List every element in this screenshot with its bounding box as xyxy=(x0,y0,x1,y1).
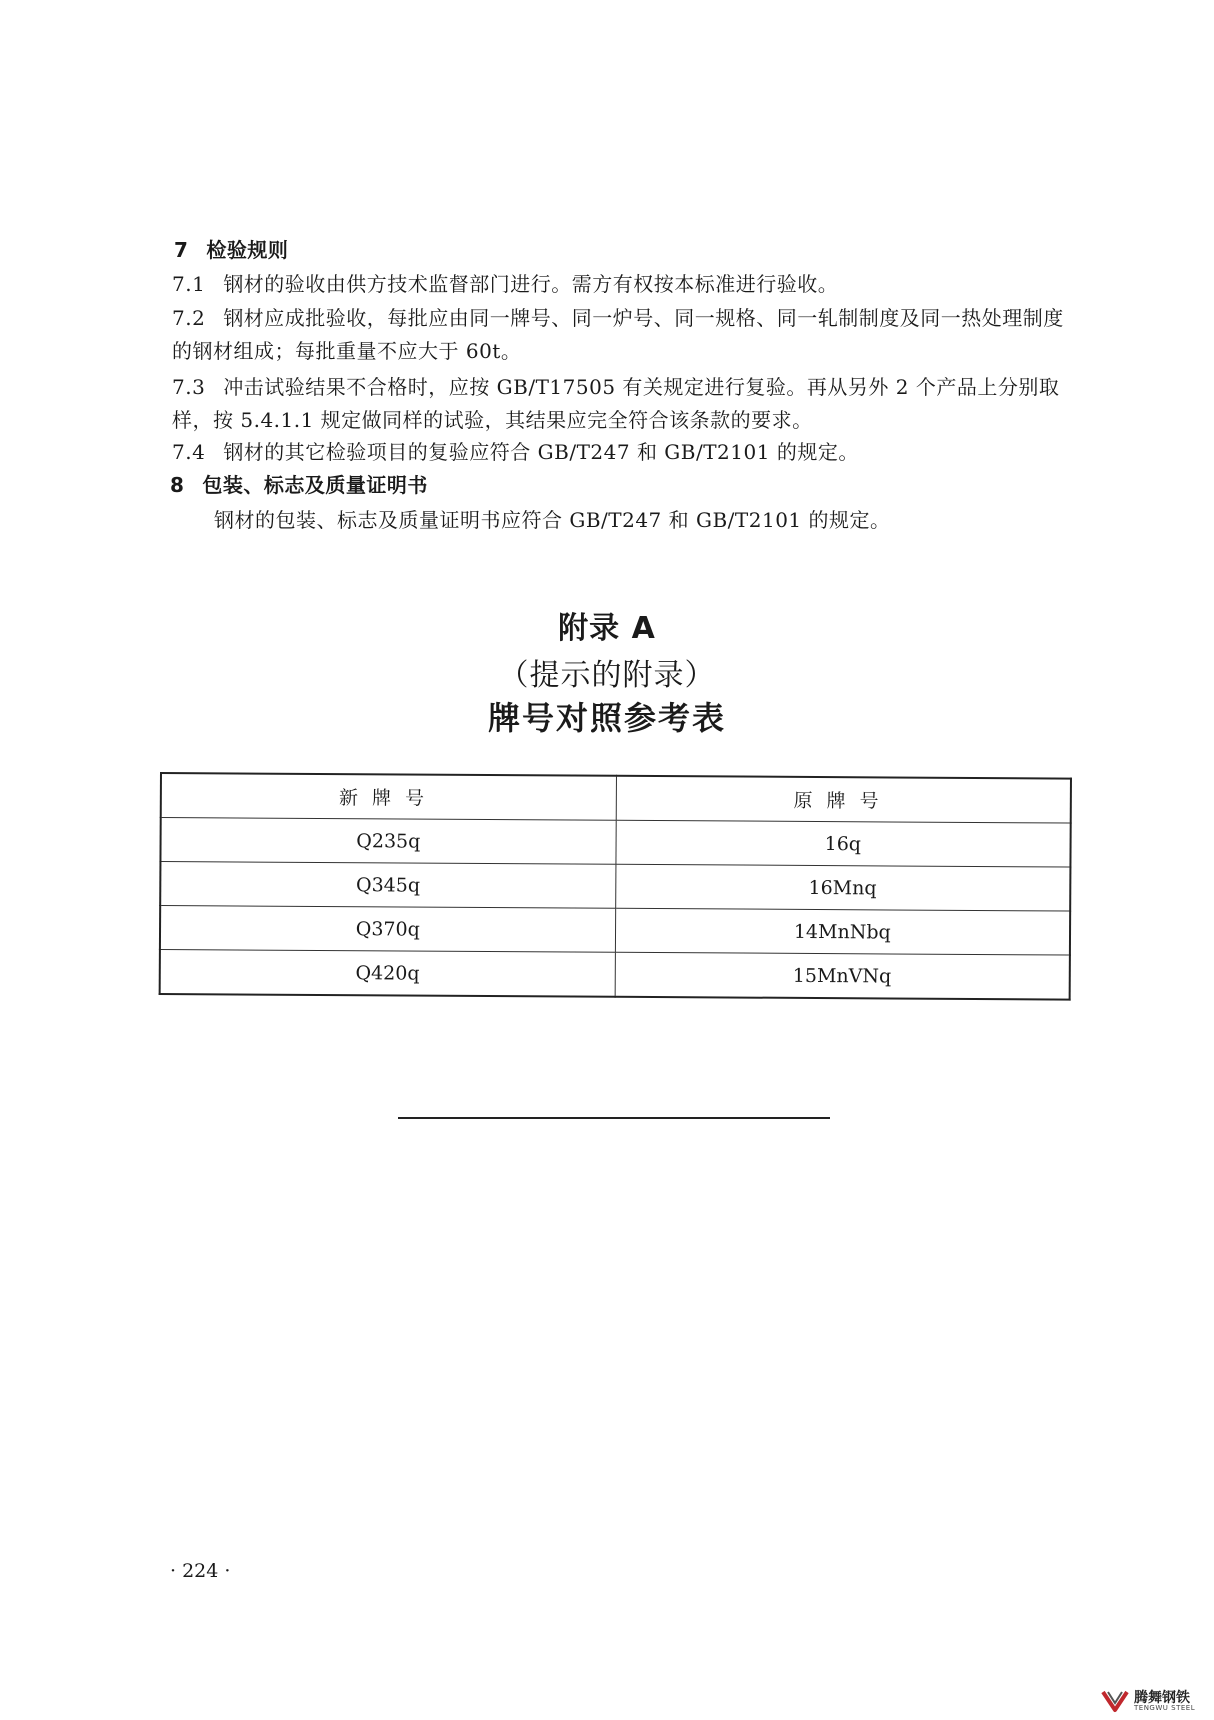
clause-7-4 xyxy=(172,438,859,466)
logo-subtitle: TENGWU STEEL xyxy=(1134,1704,1196,1712)
appendix-title: 牌号对照参考表 xyxy=(487,699,726,737)
clause-7-2-continuation: 的钢材组成；每批重量不应大于 60t。 xyxy=(172,339,522,363)
tengwu-logo-icon xyxy=(1100,1686,1130,1714)
section-title: 检验规则 xyxy=(206,238,289,262)
table-cell: 15MnVNq xyxy=(615,952,1070,999)
table-row xyxy=(160,862,1070,912)
appendix-subtitle: （提示的附录） xyxy=(498,658,716,693)
table-cell: 14MnNbq xyxy=(615,908,1070,955)
table-row xyxy=(160,950,1070,1000)
table-cell: Q370q xyxy=(160,906,615,953)
column-header-new-grade: 新牌号 xyxy=(161,773,616,820)
clause-text: 钢材的其它检验项目的复验应符合 GB/T247 和 GB/T2101 的规定。 xyxy=(223,440,859,464)
page-number: · 224 · xyxy=(170,1560,231,1582)
table-cell: 16Mnq xyxy=(615,864,1070,911)
table-cell: 16q xyxy=(615,820,1070,867)
table-header-row xyxy=(161,773,1071,823)
table-cell: Q420q xyxy=(160,950,615,997)
clause-number: 7.3 xyxy=(172,375,206,399)
clause-7-2 xyxy=(172,304,1064,332)
table-row xyxy=(160,906,1070,956)
grade-comparison-table xyxy=(159,772,1072,1001)
clause-7-3-continuation: 样，按 5.4.1.1 规定做同样的试验，其结果应完全符合该条款的要求。 xyxy=(172,408,813,432)
section-7-heading xyxy=(174,236,288,264)
table-cell: Q235q xyxy=(160,818,615,865)
logo-name: 腾舞钢铁 xyxy=(1134,1690,1190,1706)
clause-number: 7.2 xyxy=(172,306,206,330)
section-number: 7 xyxy=(174,238,189,262)
clause-text: 冲击试验结果不合格时，应按 GB/T17505 有关规定进行复验。再从另外 2 个产品上分别取 xyxy=(223,375,1060,399)
column-header-old-grade: 原牌号 xyxy=(616,776,1071,823)
clause-text: 钢材应成批验收，每批应由同一牌号、同一炉号、同一规格、同一轧制制度及同一热处理制度 xyxy=(223,306,1064,330)
table-cell: Q345q xyxy=(160,862,615,909)
section-8-text: 钢材的包装、标志及质量证明书应符合 GB/T247 和 GB/T2101 的规定。 xyxy=(214,508,891,532)
table-row xyxy=(160,818,1070,868)
section-8-heading xyxy=(170,471,428,499)
watermark-logo xyxy=(1100,1686,1208,1716)
clause-7-1 xyxy=(172,270,838,298)
end-rule-divider xyxy=(398,1117,830,1119)
section-number: 8 xyxy=(170,473,185,497)
appendix-label: 附录 A xyxy=(558,611,656,646)
clause-number: 7.1 xyxy=(172,272,206,296)
section-title: 包装、标志及质量证明书 xyxy=(202,473,428,497)
clause-text: 钢材的验收由供方技术监督部门进行。需方有权按本标准进行验收。 xyxy=(223,272,839,296)
clause-number: 7.4 xyxy=(172,440,206,464)
clause-7-3 xyxy=(172,373,1059,401)
